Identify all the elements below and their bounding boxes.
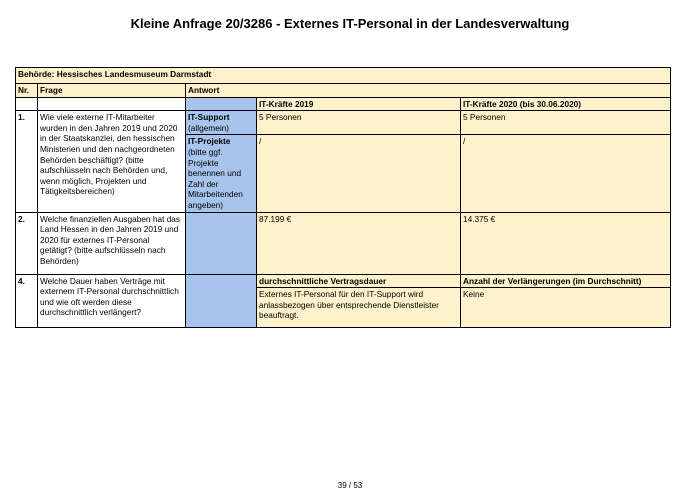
q4-header-row xyxy=(16,274,671,288)
page-number: 39 / 53 xyxy=(337,481,363,490)
it-projects-label: IT-Projekte xyxy=(188,136,231,147)
subheader-empty-question xyxy=(38,97,186,111)
answer-table xyxy=(15,67,671,328)
authority-row xyxy=(16,68,671,84)
it-support-label-cell xyxy=(186,111,257,135)
authority-label: Behörde: Hessisches Landesmuseum Darmstadt xyxy=(16,68,671,84)
subheader-empty-label xyxy=(186,97,257,111)
q4-duration: Externes IT-Personal für den IT-Support wird anlassbezogen über entsprechende Dienstleister beauftragt. xyxy=(257,288,461,328)
header-answer: Antwort xyxy=(186,84,671,98)
q1-projects-2019: / xyxy=(257,135,461,212)
q1-support-row xyxy=(16,111,671,135)
q1-support-2020: 5 Personen xyxy=(461,111,671,135)
it-support-label: IT-Support xyxy=(188,112,230,123)
it-support-sublabel: (allgemein) xyxy=(188,122,230,133)
document-title: Kleine Anfrage 20/3286 - Externes IT-Personal in der Landesverwaltung xyxy=(130,16,570,31)
col-2020-header: IT-Kräfte 2020 (bis 30.06.2020) xyxy=(461,97,671,111)
q1-question: Wie viele externe IT-Mitarbeiter wurden in den Jahren 2019 und 2020 in der Staatskanzlei, den hessischen Ministerien und den nachgeordneten Behörden beschäftigt? (bitte aufschlüsseln nach Behörden und, wenn möglich, Projekten und Tätigkeitsbereichen) xyxy=(38,111,186,212)
it-projects-sublabel: (bitte ggf. Projekte benennen und Zahl der Mitarbeitenden angeben) xyxy=(188,146,243,210)
q2-value-2020: 14.375 € xyxy=(461,212,671,274)
q2-row xyxy=(16,212,671,274)
q4-label-cell xyxy=(186,274,257,328)
q4-number: 4. xyxy=(16,274,38,328)
q2-question: Welche finanziellen Ausgaben hat das Land Hessen in den Jahren 2019 und 2020 für externes IT-Personal getätigt? (bitte aufschlüsseln nach Behörden) xyxy=(38,212,186,274)
subheader-row xyxy=(16,97,671,111)
q1-projects-2020: / xyxy=(461,135,671,212)
q4-extensions-header: Anzahl der Verlängerungen (im Durchschnitt) xyxy=(461,274,671,288)
header-nr: Nr. xyxy=(16,84,38,98)
col-2019-header: IT-Kräfte 2019 xyxy=(257,97,461,111)
header-question: Frage xyxy=(38,84,186,98)
header-row xyxy=(16,84,671,98)
q4-extensions: Keine xyxy=(461,288,671,328)
q1-support-2019: 5 Personen xyxy=(257,111,461,135)
subheader-empty-nr xyxy=(16,97,38,111)
q4-duration-header: durchschnittliche Vertragsdauer xyxy=(257,274,461,288)
it-projects-label-cell xyxy=(186,135,257,212)
q4-question: Welche Dauer haben Verträge mit externem IT-Personal durchschnittlich und wie oft werden diese durchschnittlich verlängert? xyxy=(38,274,186,328)
q1-number: 1. xyxy=(16,111,38,212)
q2-value-2019: 87.199 € xyxy=(257,212,461,274)
q2-number: 2. xyxy=(16,212,38,274)
q2-label-cell xyxy=(186,212,257,274)
